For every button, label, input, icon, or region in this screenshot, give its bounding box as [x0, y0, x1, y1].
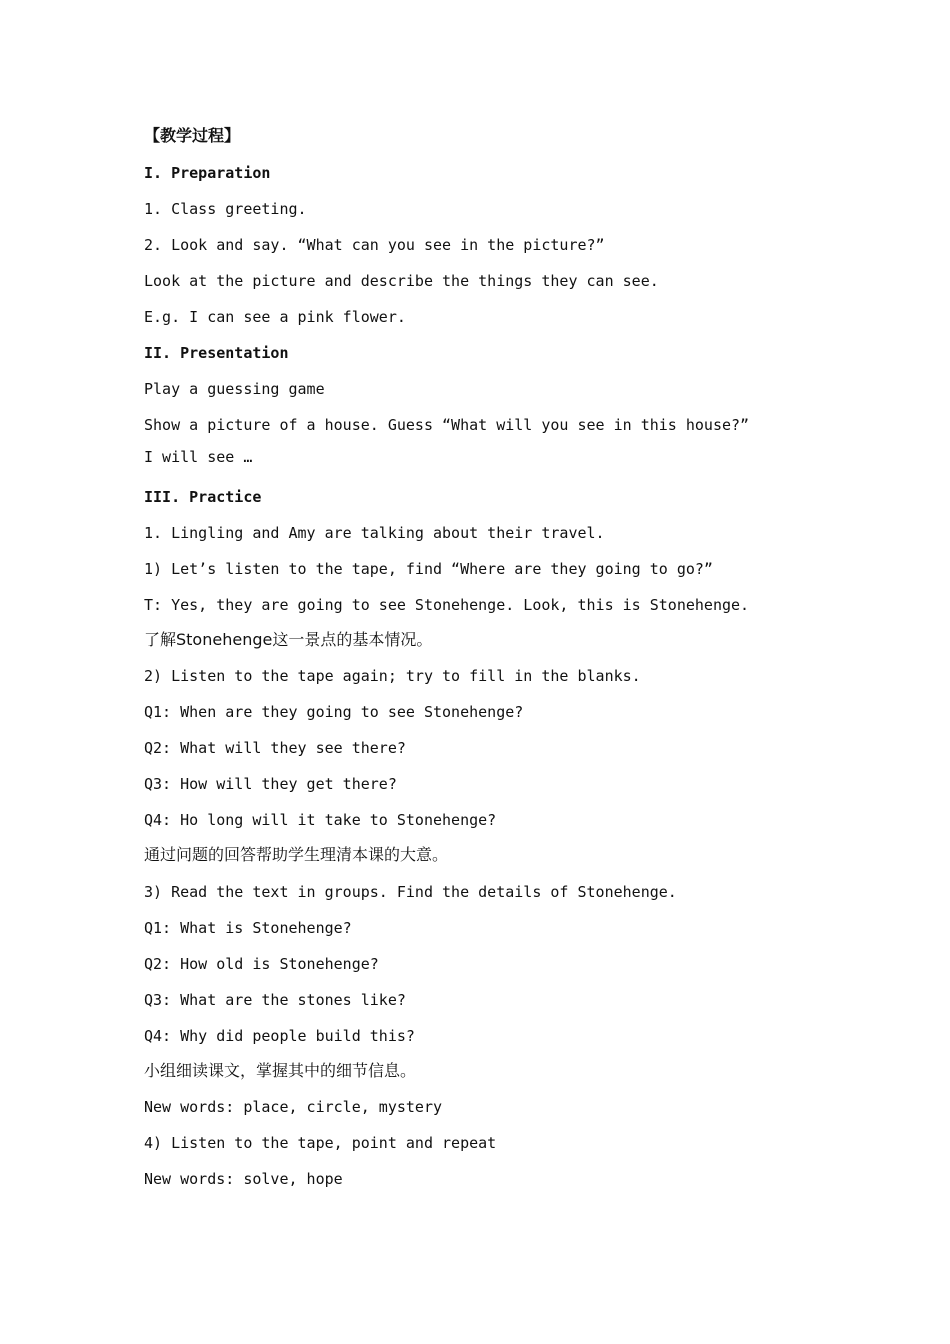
text-line: Q2: How old is Stonehenge?: [144, 955, 379, 973]
text-line: T: Yes, they are going to see Stonehenge. Look, this is Stonehenge.: [144, 596, 750, 614]
text-line: 1. Lingling and Amy are talking about their travel.: [144, 524, 605, 542]
text-line-chinese: 了解Stonehenge这一景点的基本情况。: [144, 630, 433, 649]
text-line: Q2: What will they see there?: [144, 739, 406, 757]
section-title-preparation: I. Preparation: [144, 164, 271, 182]
section-heading: 【教学过程】: [144, 126, 241, 145]
section-title-practice: III. Practice: [144, 488, 262, 506]
text-line: Q1: When are they going to see Stonehenge?: [144, 703, 524, 721]
text-line: 1) Let’s listen to the tape, find “Where are they going to go?”: [144, 560, 713, 578]
text-line: 2. Look and say. “What can you see in the picture?”: [144, 236, 605, 254]
text-line: New words: solve, hope: [144, 1170, 343, 1188]
text-line: 4) Listen to the tape, point and repeat: [144, 1134, 497, 1152]
text-line: Q3: How will they get there?: [144, 775, 397, 793]
text-line: Play a guessing game: [144, 380, 325, 398]
text-line: Show a picture of a house. Guess “What will you see in this house?”: [144, 416, 750, 434]
text-line-chinese: 小组细读课文，掌握其中的细节信息。: [144, 1061, 417, 1080]
text-line: Q4: Ho long will it take to Stonehenge?: [144, 811, 497, 829]
text-line: Q3: What are the stones like?: [144, 991, 406, 1009]
text-line: I will see …: [144, 448, 253, 466]
text-line: 1. Class greeting.: [144, 200, 307, 218]
text-line: 2) Listen to the tape again; try to fill in the blanks.: [144, 667, 641, 685]
text-line-chinese: 通过问题的回答帮助学生理清本课的大意。: [144, 845, 449, 864]
text-line: E.g. I can see a pink flower.: [144, 308, 406, 326]
text-line: Q4: Why did people build this?: [144, 1027, 415, 1045]
text-line: Look at the picture and describe the things they can see.: [144, 272, 659, 290]
section-title-presentation: II. Presentation: [144, 344, 289, 362]
text-line: Q1: What is Stonehenge?: [144, 919, 352, 937]
text-line: New words: place, circle, mystery: [144, 1098, 443, 1116]
text-line: 3) Read the text in groups. Find the details of Stonehenge.: [144, 883, 677, 901]
